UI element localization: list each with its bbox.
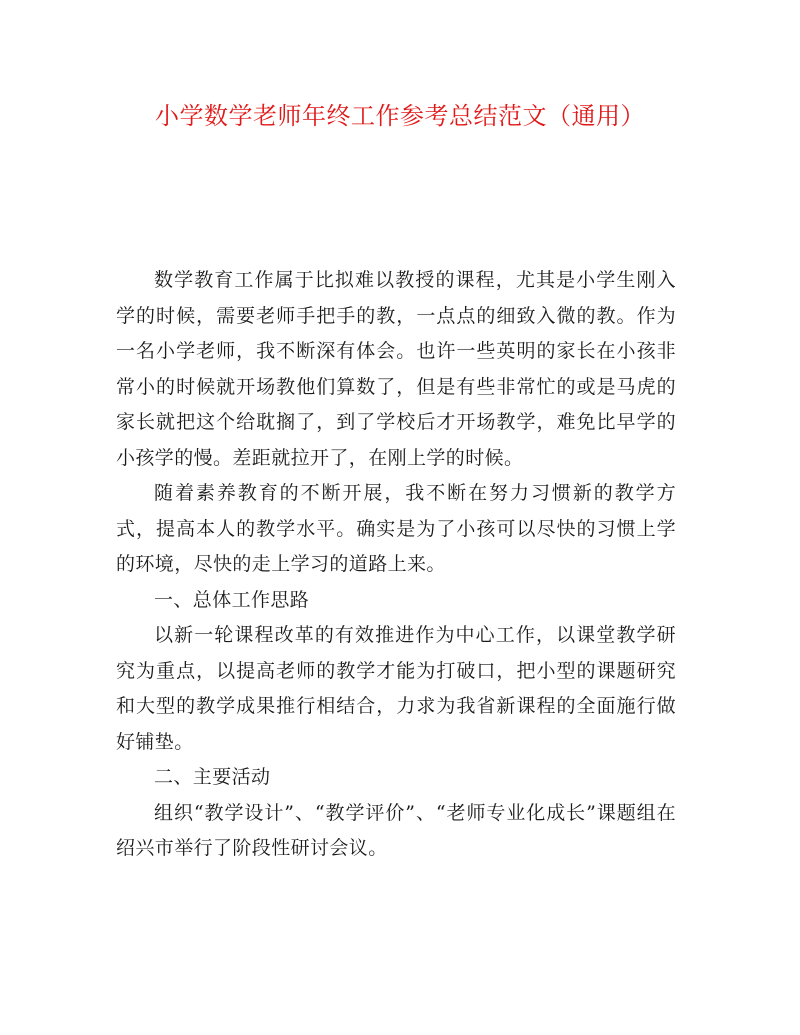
document-body (116, 263, 676, 867)
section-heading-main-activities: 二、主要活动 (154, 766, 271, 788)
document-title: 小学数学老师年终工作参考总结范文（通用） (155, 102, 645, 130)
section-heading-overall-approach: 一、总体工作思路 (154, 588, 310, 611)
paragraph-intro: 数学教育工作属于比拟难以教授的课程，尤其是小学生刚入学的时候，需要老师手把手的教，一点点的细致入微的教。作为一名小学老师，我不断深有体会。也许一些英明的家长在小孩非常小的时候就开场教他们算数了，但是有些非常忙的或是马虎的家长就把这个给耽搁了，到了学校后才开场教学，难免比早学的小孩学的慢。差距就拉开了，在刚上学的时候。 (116, 269, 676, 469)
paragraph-main-activities: 组织“教学设计”、“教学评价”、“老师专业化成长”课题组在绍兴市举行了阶段性研讨会议。 (116, 801, 676, 859)
paragraph-overall-approach: 以新一轮课程改革的有效推进作为中心工作，以课堂教学研究为重点，以提高老师的教学才能为打破口，把小型的课题研究和大型的教学成果推行相结合，力求为我省新课程的全面施行做好铺垫。 (116, 624, 676, 753)
paragraph-quality-education: 随着素养教育的不断开展，我不断在努力习惯新的教学方式，提高本人的教学水平。确实是为了小孩可以尽快的习惯上学的环境，尽快的走上学习的道路上来。 (116, 482, 676, 575)
